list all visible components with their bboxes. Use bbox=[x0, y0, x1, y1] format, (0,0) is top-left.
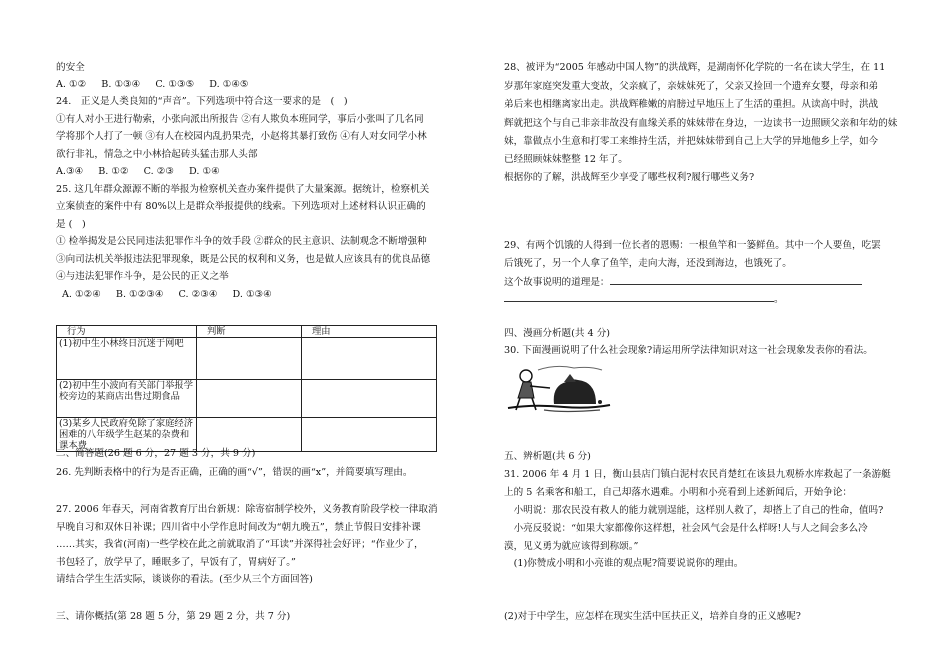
option-d: D. ①③④ bbox=[232, 289, 272, 300]
option-b: B. ①②③④ bbox=[115, 289, 164, 300]
text-line: 学将那个人打了一顿 ③有人在校园内乱扔果壳，小赵将其暴打致伤 ④有人对女同学小林 bbox=[56, 131, 427, 142]
behavior-cell: (1)初中生小林终日沉迷于网吧 bbox=[57, 338, 197, 380]
section-4-title: 四、漫画分析题(共 4 分) bbox=[504, 328, 611, 339]
q25-stem: 25. 这几年群众源源不断的举报为检察机关查办案件提供了大量案源。据统计，检察机关 bbox=[56, 184, 430, 195]
behavior-cell: (3)某乡人民政府免除了家庭经济困难的八年级学生赵某的杂费和课本费 bbox=[57, 418, 197, 452]
text-line: ④与违法犯罪作斗争，是公民的正义之举 bbox=[56, 271, 229, 282]
judgement-cell[interactable] bbox=[197, 380, 302, 418]
text-line: 立案侦查的案件中有 80%以上是群众举报提供的线索。下列选项对上述材料认识正确的 bbox=[56, 201, 426, 212]
option-c: C. ①③⑤ bbox=[155, 79, 195, 90]
text-line: 弟后来也相继离家出走。洪战辉稚嫩的肩膀过早地压上了生活的重担。从读高中时，洪战 bbox=[504, 99, 879, 110]
q31-stem: 31. 2006 年 4 月 1 日，衡山县店门镇白泥村农民肖楚红在该县九观桥水库救起了一条游艇 bbox=[504, 469, 891, 480]
q29-answer-line-2 bbox=[504, 292, 784, 306]
text-line: 早晚自习和双休日补课；四川省中小学作息时间改为“朝九晚五”，禁止节假日安排补课 bbox=[56, 522, 421, 533]
header-behavior: 行为 bbox=[57, 326, 197, 338]
q27-stem: 27. 2006 年春天，河南省教育厅出台新规：除寄宿制学校外，义务教育阶段学校一律取消 bbox=[56, 504, 438, 515]
text-line: 漠，见义勇为就应该得到称颂。” bbox=[504, 541, 639, 552]
judgement-cell[interactable] bbox=[197, 338, 302, 380]
q24-stem: 24. 正义是人类良知的“声音”。下列选项中符合这一要求的是 ( ) bbox=[56, 96, 348, 107]
q29-prompt: 这个故事说明的道理是： bbox=[504, 277, 610, 288]
option-a: A. ①②④ bbox=[62, 289, 101, 300]
text-line: 请结合学生生活实际，谈谈你的看法。(至少从三个方面回答) bbox=[56, 574, 313, 585]
q29-answer-line bbox=[504, 275, 862, 289]
answer-blank[interactable] bbox=[504, 292, 774, 302]
q31-part2: (2)对于中学生，应怎样在现实生活中匡扶正义，培养自身的正义感呢? bbox=[504, 611, 801, 622]
text-line: ……其实，我省(河南)一些学校在此之前就取消了“耳读”并深得社会好评；“作业少了， bbox=[56, 539, 424, 550]
text-line: ①有人对小王进行勒索，小张向派出所报告 ②有人欺负本班同学，事后小张叫了几名同 bbox=[56, 114, 424, 125]
q29-stem: 29、有两个饥饿的人得到一位长者的恩赐：一根鱼竿和一篓鲜鱼。其中一个人要鱼，吃罢 bbox=[504, 240, 881, 251]
text-line: 小明说：那农民没有救人的能力就别逞能，这样别人救了，却搭上了自己的性命，值吗? bbox=[504, 505, 884, 516]
text-line: 后饿死了，另一个人拿了鱼竿，走向大海，还没到海边，也饿死了。 bbox=[504, 258, 792, 269]
text-line: 已经照顾妹妹整整 12 年了。 bbox=[504, 154, 628, 165]
q31-part1: (1)你赞成小明和小亮谁的观点呢?简要说说你的理由。 bbox=[504, 558, 744, 569]
section-2-title: 二、简答题(26 题 6 分，27 题 3 分，共 9 分) bbox=[56, 448, 256, 459]
option-b: B. ①② bbox=[98, 166, 129, 177]
judgement-table bbox=[56, 325, 437, 452]
cartoon-image bbox=[504, 358, 614, 418]
option-b: B. ①③④ bbox=[101, 79, 141, 90]
q24-options bbox=[56, 165, 232, 178]
section-3-title: 三、请你概括(第 28 题 5 分，第 29 题 2 分，共 7 分) bbox=[56, 611, 291, 622]
sentence-end: 。 bbox=[774, 294, 784, 305]
option-d: D. ①④ bbox=[189, 166, 220, 177]
reason-cell[interactable] bbox=[302, 338, 437, 380]
text-line: 妹，靠做点小生意和打零工来维持生活，并把妹妹带到自己上大学的异地他乡上学，如今 bbox=[504, 136, 879, 147]
section-5-title: 五、辨析题(共 6 分) bbox=[504, 451, 591, 462]
text-line: 上的 5 名乘客和船工，自己却落水遇难。小明和小亮看到上述新闻后，开始争论： bbox=[504, 487, 852, 498]
text-line: ③向司法机关举报违法犯罪现象，既是公民的权利和义务，也是做人应该具有的优良品德 bbox=[56, 254, 431, 265]
text-line: 书包轻了，放学早了，睡眠多了，早饭有了，胃病好了。” bbox=[56, 557, 296, 568]
q30-stem: 30. 下面漫画说明了什么社会现象?请运用所学法律知识对这一社会现象发表你的看法。 bbox=[504, 345, 873, 356]
q23-options bbox=[56, 78, 261, 91]
option-a: A.③④ bbox=[56, 166, 84, 177]
reason-cell[interactable] bbox=[302, 418, 437, 452]
table-row bbox=[57, 338, 437, 380]
text-line: 小亮反驳说：“如果大家都像你这样想，社会风气会是什么样呀!人与人之间会多么冷 bbox=[504, 523, 868, 534]
behavior-cell: (2)初中生小波向有关部门举报学校旁边的某商店出售过期食品 bbox=[57, 380, 197, 418]
q26-stem: 26. 先判断表格中的行为是否正确，正确的画“√”，错误的画“x”，并简要填写理由。 bbox=[56, 467, 413, 478]
text-line: 欲行非礼，情急之中小林拾起砖头猛击那人头部 bbox=[56, 149, 258, 160]
text-line: 的安全 bbox=[56, 62, 85, 73]
q25-options bbox=[62, 288, 284, 301]
table-row bbox=[57, 380, 437, 418]
option-a: A. ①② bbox=[56, 79, 87, 90]
reason-cell[interactable] bbox=[302, 380, 437, 418]
header-reason: 理由 bbox=[302, 326, 437, 338]
text-line: 辉就把这个与自己非亲非故没有血缘关系的妹妹带在身边，一边读书一边照顾父亲和年幼的妹 bbox=[504, 118, 898, 129]
text-line: ① 检举揭发是公民同违法犯罪作斗争的效手段 ②群众的民主意识、法制观念不断增强种 bbox=[56, 236, 427, 247]
header-judgement: 判断 bbox=[197, 326, 302, 338]
q28-stem: 28、被评为“2005 年感动中国人物”的洪战辉，是湖南怀化学院的一名在读大学生，在 11 bbox=[504, 62, 886, 73]
option-c: C. ②③ bbox=[143, 166, 174, 177]
text-line: 岁那年家庭突发重大变故，父亲疯了，亲妹妹死了，父亲又捡回一个遗弃女婴，母亲和弟 bbox=[504, 81, 879, 92]
option-d: D. ①④⑤ bbox=[209, 79, 249, 90]
option-c: C. ②③④ bbox=[178, 289, 218, 300]
q28-question: 根据你的了解，洪战辉至少享受了哪些权利?履行哪些义务? bbox=[504, 172, 755, 183]
table-header-row bbox=[57, 326, 437, 338]
answer-blank[interactable] bbox=[610, 275, 862, 285]
text-line: 是 ( ) bbox=[56, 219, 86, 230]
